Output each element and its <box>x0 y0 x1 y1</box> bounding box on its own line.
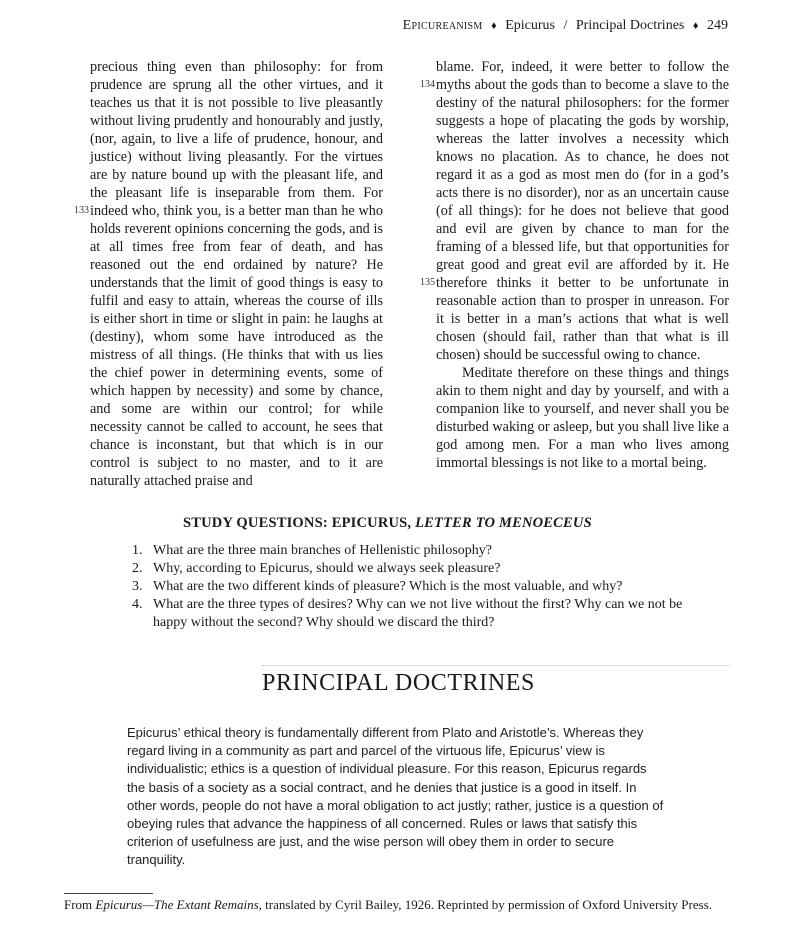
page-number: 249 <box>707 18 728 33</box>
section-divider <box>262 665 730 666</box>
section-intro: Epicurus’ ethical theory is fundamentally different from Plato and Aristotle’s. Whereas they regard living in a community as part and parcel of the virtuous life, Epicurus’ view is individualistic; ethics is a question of individual pleasure. For this reason, Epicurus regards the basis of a society as a social contract, and he denies that justice is a good in itself. In other words, people do not have a moral obligation to act justly; rather, justice is a question of obeying rules that advance the happiness of all concerned. Rules or laws that satisfy this criterion of usefulness are just, and the wise person will obey them in order to secure tranquility. <box>127 725 664 868</box>
running-head-section: Epicureanism <box>402 18 483 33</box>
right-column <box>436 58 729 472</box>
study-questions-list <box>132 542 692 632</box>
footnote-divider <box>64 893 153 894</box>
left-column <box>90 58 383 490</box>
running-head-author: Epicurus <box>505 18 555 33</box>
diamond-icon: ♦ <box>692 20 699 32</box>
left-column-text: precious thing even than philosophy: for from prudence are sprung all the other virtues, and it teaches us that it is not possible to live pleasantly without living prudently and honourably and justly, (nor, again, to live a life of prudence, honour, and justice) without living pleasantly. For the virtues are by nature bound up with the pleasant life, and the pleasant life is inseparable from them. For indeed who, think you, is a better man than he who holds reverent opinions concerning the gods, and is at all times free from fear of death, and has reasoned out the end ordained by nature? He understands that the limit of good things is easy to fulfil and easy to attain, whereas the course of ills is either short in time or slight in pain: he laughs at (destiny), whom some have introduced as the mistress of all things. (He thinks that with us lies the chief power in determining events, some of which happen by necessity) and some by chance, and some are within our control; for while necessity cannot be called to account, he sees that chance is inconstant, but that which is in our control is subject to no master, and to it are naturally attached praise and <box>90 59 383 489</box>
source-title: Epicurus—The Extant Remains <box>95 897 259 912</box>
running-head <box>403 18 728 34</box>
right-column-paragraph-1: blame. For, indeed, it were better to follow the myths about the gods than to become a slave to the destiny of the natural philosophers: for the former suggests a hope of placating the gods by worship, whereas the latter involves a necessity which knows no placation. As to chance, he does not regard it as a god as most men do (for in a god’s acts there is no disorder), nor as an uncertain cause (of all things): for he does not believe that good and evil are given by chance to man for the framing of a blessed life, but that opportunities for great good and great evil are afforded by it. He therefore thinks it better to be unfortunate in reasonable action than to prosper in unreason. For it is better in a man’s actions that what is well chosen (should fail, rather than that what is ill chosen) should be successful owing to chance. <box>436 59 729 363</box>
section-title: PRINCIPAL DOCTRINES <box>262 670 535 696</box>
list-item: 4. What are the three types of desires? Why can we not live without the first? Why can we not be happy without the second? Why should we discard the third? <box>132 597 683 630</box>
footnote: From Epicurus—The Extant Remains, translated by Cyril Bailey, 1926. Reprinted by permission of Oxford University Press. <box>64 897 713 912</box>
list-item: 1. What are the three main branches of Hellenistic philosophy? <box>132 543 492 558</box>
study-questions-title: STUDY QUESTIONS: EPICURUS, LETTER TO MENOECEUS <box>183 515 592 531</box>
margin-number: 134 <box>420 79 435 90</box>
list-item: 2. Why, according to Epicurus, should we always seek pleasure? <box>132 561 501 576</box>
margin-number: 133 <box>74 205 89 216</box>
running-head-work: Principal Doctrines <box>575 18 685 33</box>
right-column-paragraph-2: Meditate therefore on these things and things akin to them night and day by yourself, and with a companion like to yourself, and never shall you be disturbed waking or asleep, but you shall live like a god among men. For a man who lives among immortal blessings is not like to a mortal being. <box>436 365 729 471</box>
margin-number: 135 <box>420 277 435 288</box>
diamond-icon: ♦ <box>491 20 497 32</box>
running-head-separator: / <box>563 18 568 33</box>
list-item: 3. What are the two different kinds of pleasure? Which is the most valuable, and why? <box>132 579 623 594</box>
